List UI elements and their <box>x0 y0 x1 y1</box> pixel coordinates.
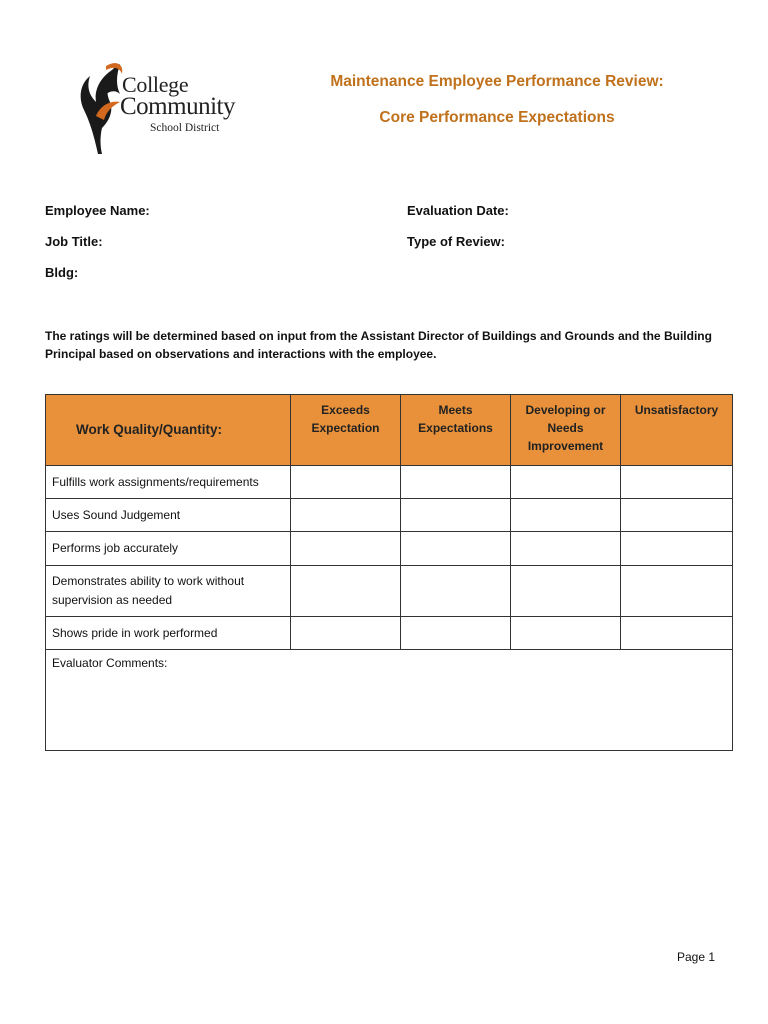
rating-cell-meets[interactable] <box>401 617 511 650</box>
performance-table <box>45 394 733 751</box>
job-title-label: Job Title: <box>45 234 103 249</box>
column-header: Exceeds Expectation <box>291 395 401 466</box>
criterion-label: Uses Sound Judgement <box>46 499 291 532</box>
rating-cell-unsatisfactory[interactable] <box>621 499 733 532</box>
section-title: Work Quality/Quantity: <box>46 395 291 466</box>
column-header: Unsatisfactory <box>621 395 733 466</box>
rating-cell-unsatisfactory[interactable] <box>621 617 733 650</box>
table-header-row <box>46 395 733 466</box>
logo-line-college: College <box>122 72 189 97</box>
table-row <box>46 466 733 499</box>
rating-cell-developing[interactable] <box>511 532 621 566</box>
rating-cell-exceeds[interactable] <box>291 499 401 532</box>
column-header: Developing or Needs Improvement <box>511 395 621 466</box>
ratings-intro-text: The ratings will be determined based on input from the Assistant Director of Buildings and Grounds and the Building Principal based on observations and interactions with the employee. <box>45 329 712 361</box>
rating-cell-developing[interactable] <box>511 617 621 650</box>
criterion-label: Shows pride in work performed <box>46 617 291 650</box>
page-number: Page 1 <box>677 950 716 964</box>
table-row <box>46 617 733 650</box>
rating-cell-exceeds[interactable] <box>291 466 401 499</box>
rating-cell-exceeds[interactable] <box>291 617 401 650</box>
rating-cell-unsatisfactory[interactable] <box>621 566 733 617</box>
evaluator-comments-field[interactable] <box>46 650 733 751</box>
bldg-label: Bldg: <box>45 265 79 280</box>
rating-cell-unsatisfactory[interactable] <box>621 532 733 566</box>
rating-cell-meets[interactable] <box>401 499 511 532</box>
rating-cell-meets[interactable] <box>401 466 511 499</box>
district-logo <box>76 56 266 160</box>
logo-line-community: Community <box>120 93 235 120</box>
rating-cell-developing[interactable] <box>511 466 621 499</box>
page-subtitle: Core Performance Expectations <box>379 109 615 126</box>
rating-cell-exceeds[interactable] <box>291 532 401 566</box>
column-header: Meets Expectations <box>401 395 511 466</box>
rating-cell-developing[interactable] <box>511 499 621 532</box>
table-row <box>46 566 733 617</box>
comments-row <box>46 650 733 751</box>
rating-cell-developing[interactable] <box>511 566 621 617</box>
flame-leaf-icon <box>76 56 124 156</box>
criterion-label: Fulfills work assignments/requirements <box>46 466 291 499</box>
rating-cell-meets[interactable] <box>401 566 511 617</box>
employee-name-label: Employee Name: <box>45 203 150 218</box>
logo-line-district: School District <box>150 122 220 134</box>
page-title: Maintenance Employee Performance Review: <box>330 73 664 90</box>
rating-cell-unsatisfactory[interactable] <box>621 466 733 499</box>
table-row <box>46 499 733 532</box>
rating-cell-meets[interactable] <box>401 532 511 566</box>
evaluation-date-label: Evaluation Date: <box>407 203 509 218</box>
table-row <box>46 532 733 566</box>
type-of-review-label: Type of Review: <box>407 234 506 249</box>
rating-cell-exceeds[interactable] <box>291 566 401 617</box>
criterion-label: Performs job accurately <box>46 532 291 566</box>
criterion-label: Demonstrates ability to work without supervision as needed <box>46 566 291 617</box>
evaluator-comments-label: Evaluator Comments: <box>52 656 168 670</box>
